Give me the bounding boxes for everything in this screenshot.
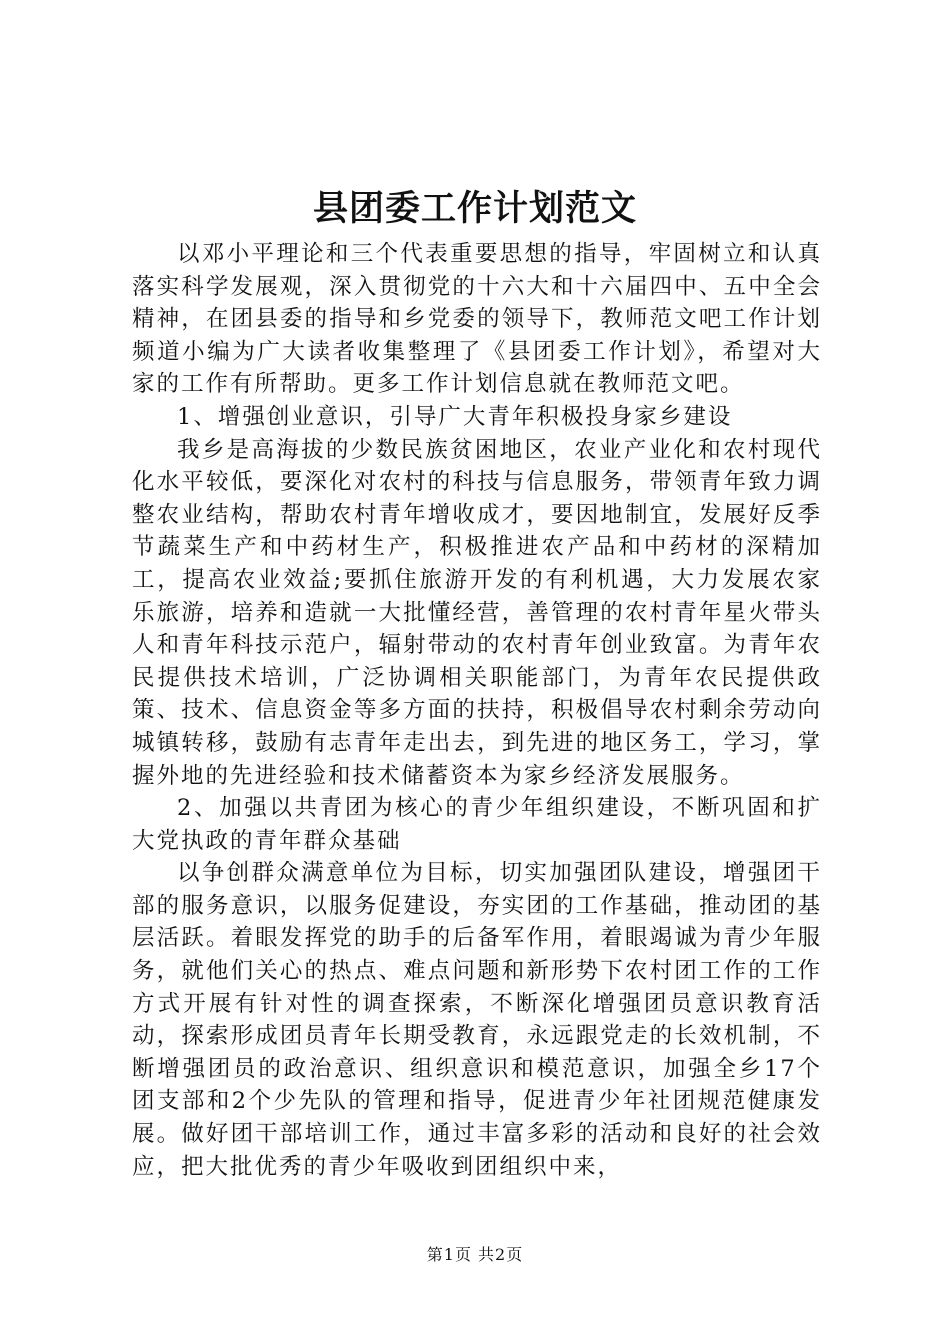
section-1-paragraph: 我乡是高海拔的少数民族贫困地区，农业产业化和农村现代化水平较低，要深化对农村的科技与信息服务，带领青年致力调整农业结构，帮助农村青年增收成才，要因地制宜，发展好反季节蔬菜生产和中药材生产，积极推进农产品和中药材的深精加工，提高农业效益;要抓住旅游开发的有利机遇，大力发展农家乐旅游，培养和造就一大批懂经营，善管理的农村青年星火带头人和青年科技示范户，辐射带动的农村青年创业致富。为青年农民提供技术培训，广泛协调相关职能部门，为青年农民提供政策、技术、信息资金等多方面的扶持，积极倡导农村剩余劳动向城镇转移，鼓励有志青年走出去，到先进的地区务工，学习，掌握外地的先进经验和技术储蓄资本为家乡经济发展服务。 — [132, 436, 822, 789]
section-heading-2: 2、加强以共青团为核心的青少年组织建设，不断巩固和扩大党执政的青年群众基础 — [132, 795, 822, 854]
document-title: 县团委工作计划范文 — [312, 188, 637, 229]
section-heading-1: 1、增强创业意识，引导广大青年积极投身家乡建设 — [177, 403, 733, 430]
document-body — [132, 238, 822, 1183]
section-2-paragraph: 以争创群众满意单位为目标，切实加强团队建设，增强团干部的服务意识，以服务促建设，夯实团的工作基础，推动团的基层活跃。着眼发挥党的助手的后备军作用，着眼竭诚为青少年服务，就他们关心的热点、难点问题和新形势下农村团工作的工作方式开展有针对性的调查探索，不断深化增强团员意识教育活动，探索形成团员青年长期受教育，永远跟党走的长效机制，不断增强团员的政治意识、组织意识和模范意识，加强全乡17个团支部和2个少先队的管理和指导，促进青少年社团规范健康发展。做好团干部培训工作，通过丰富多彩的活动和良好的社会效应，把大批优秀的青少年吸收到团组织中来， — [132, 860, 822, 1180]
intro-paragraph: 以邓小平理论和三个代表重要思想的指导，牢固树立和认真落实科学发展观，深入贯彻党的十六大和十六届四中、五中全会精神，在团县委的指导和乡党委的领导下，教师范文吧工作计划频道小编为广大读者收集整理了《县团委工作计划》，希望对大家的工作有所帮助。更多工作计划信息就在教师范文吧。 — [132, 241, 822, 398]
page-footer: 第1页 共2页 — [426, 1245, 524, 1264]
